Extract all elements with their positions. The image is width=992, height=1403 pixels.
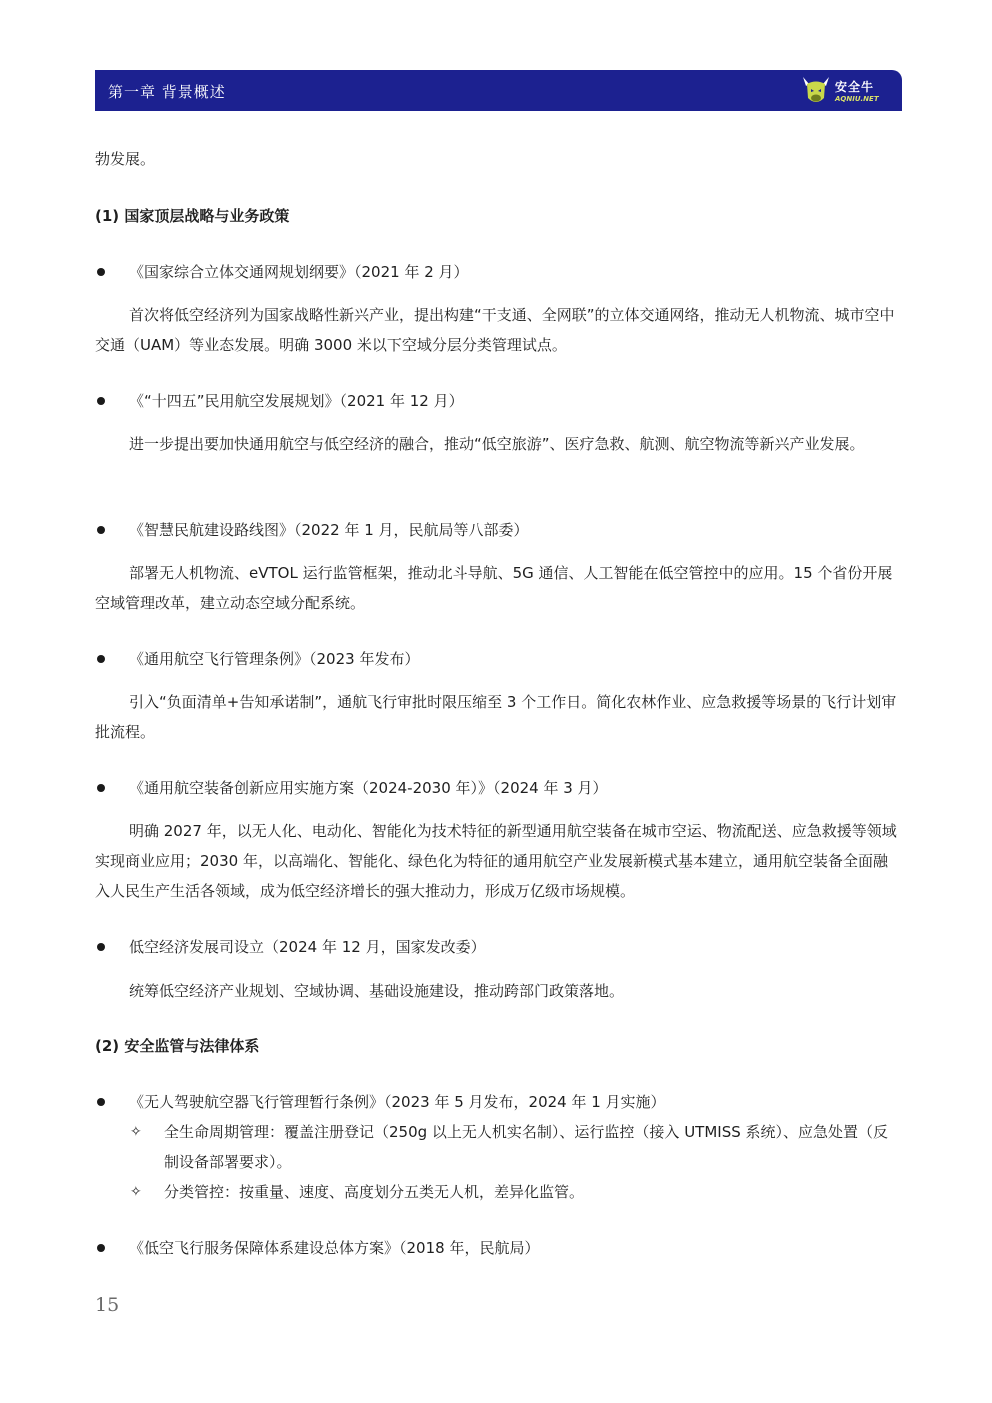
policy-description: 部署无人机物流、eVTOL 运行监管框架，推动北斗导航、5G 通信、人工智能在低空管控中的应用。15 个省份开展空域管理改革，建立动态空域分配系统。 bbox=[95, 564, 893, 612]
bullet-dot-icon bbox=[97, 397, 105, 405]
policy-title: 《“十四五”民用航空发展规划》（2021 年 12 月） bbox=[129, 392, 464, 410]
sub-point-text: 全生命周期管理：覆盖注册登记（250g 以上无人机实名制）、运行监控（接入 UTMISS 系统）、应急处置（反制设备部署要求）。 bbox=[164, 1123, 889, 1171]
logo-text: 安全牛 bbox=[835, 80, 875, 94]
policy-title: 《智慧民航建设路线图》（2022 年 1 月，民航局等八部委） bbox=[129, 521, 529, 539]
intro-tail-text: 勃发展。 bbox=[95, 150, 156, 168]
section-1-heading: (1) 国家顶层战略与业务政策 bbox=[95, 207, 290, 225]
bullet-dot-icon bbox=[97, 268, 105, 276]
policy-title: 《通用航空装备创新应用实施方案（2024-2030 年）》（2024 年 3 月） bbox=[129, 779, 608, 797]
policy-title: 《国家综合立体交通网规划纲要》（2021 年 2 月） bbox=[129, 263, 469, 281]
regulation-title: 《无人驾驶航空器飞行管理暂行条例》（2023 年 5 月发布，2024 年 1 月实施） bbox=[129, 1093, 666, 1111]
policy-description: 进一步提出要加快通用航空与低空经济的融合，推动“低空旅游”、医疗急救、航测、航空物流等新兴产业发展。 bbox=[129, 435, 865, 453]
policy-description: 引入“负面清单+告知承诺制”，通航飞行审批时限压缩至 3 个工作日。简化农林作业、应急救援等场景的飞行计划审批流程。 bbox=[95, 693, 897, 741]
regulation-title: 《低空飞行服务保障体系建设总体方案》（2018 年，民航局） bbox=[129, 1239, 540, 1257]
bullet-dot-icon bbox=[97, 526, 105, 534]
bull-head-icon bbox=[800, 74, 832, 108]
bullet-dot-icon bbox=[97, 655, 105, 663]
policy-description: 明确 2027 年，以无人化、电动化、智能化为技术特征的新型通用航空装备在城市空运、物流配送、应急救援等领域实现商业应用；2030 年，以高端化、智能化、绿色化为特征的通用航空产业发展新模式基本建立，通用航空装备全面融入人民生产生活各领域，成为低空经济增长的强大推动力，形成万亿级市场规模。 bbox=[95, 822, 897, 900]
policy-description: 首次将低空经济列为国家战略性新兴产业，提出构建“干支通、全网联”的立体交通网络，推动无人机物流、城市空中交通（UAM）等业态发展。明确 3000 米以下空域分层分类管理试点。 bbox=[95, 306, 895, 354]
bullet-dot-icon bbox=[97, 943, 105, 951]
aqniu-logo bbox=[800, 74, 879, 108]
bullet-dot-icon bbox=[97, 1244, 105, 1252]
policy-title: 低空经济发展司设立（2024 年 12 月，国家发改委） bbox=[129, 938, 486, 956]
sub-point bbox=[130, 1117, 901, 1177]
diamond-star-icon: ✧ bbox=[130, 1184, 142, 1200]
diamond-star-icon: ✧ bbox=[130, 1124, 142, 1140]
section-2-heading: (2) 安全监管与法律体系 bbox=[95, 1037, 260, 1055]
sub-point-text: 分类管控：按重量、速度、高度划分五类无人机，差异化监管。 bbox=[164, 1183, 585, 1201]
bullet-dot-icon bbox=[97, 1098, 105, 1106]
page-number: 15 bbox=[95, 1294, 120, 1316]
chapter-header bbox=[95, 70, 902, 111]
policy-description: 统筹低空经济产业规划、空域协调、基础设施建设，推动跨部门政策落地。 bbox=[129, 982, 625, 1000]
chapter-title: 第一章 背景概述 bbox=[108, 83, 226, 101]
policy-title: 《通用航空飞行管理条例》（2023 年发布） bbox=[129, 650, 420, 668]
bullet-dot-icon bbox=[97, 784, 105, 792]
logo-subtext: AQNIU.NET bbox=[835, 95, 879, 103]
